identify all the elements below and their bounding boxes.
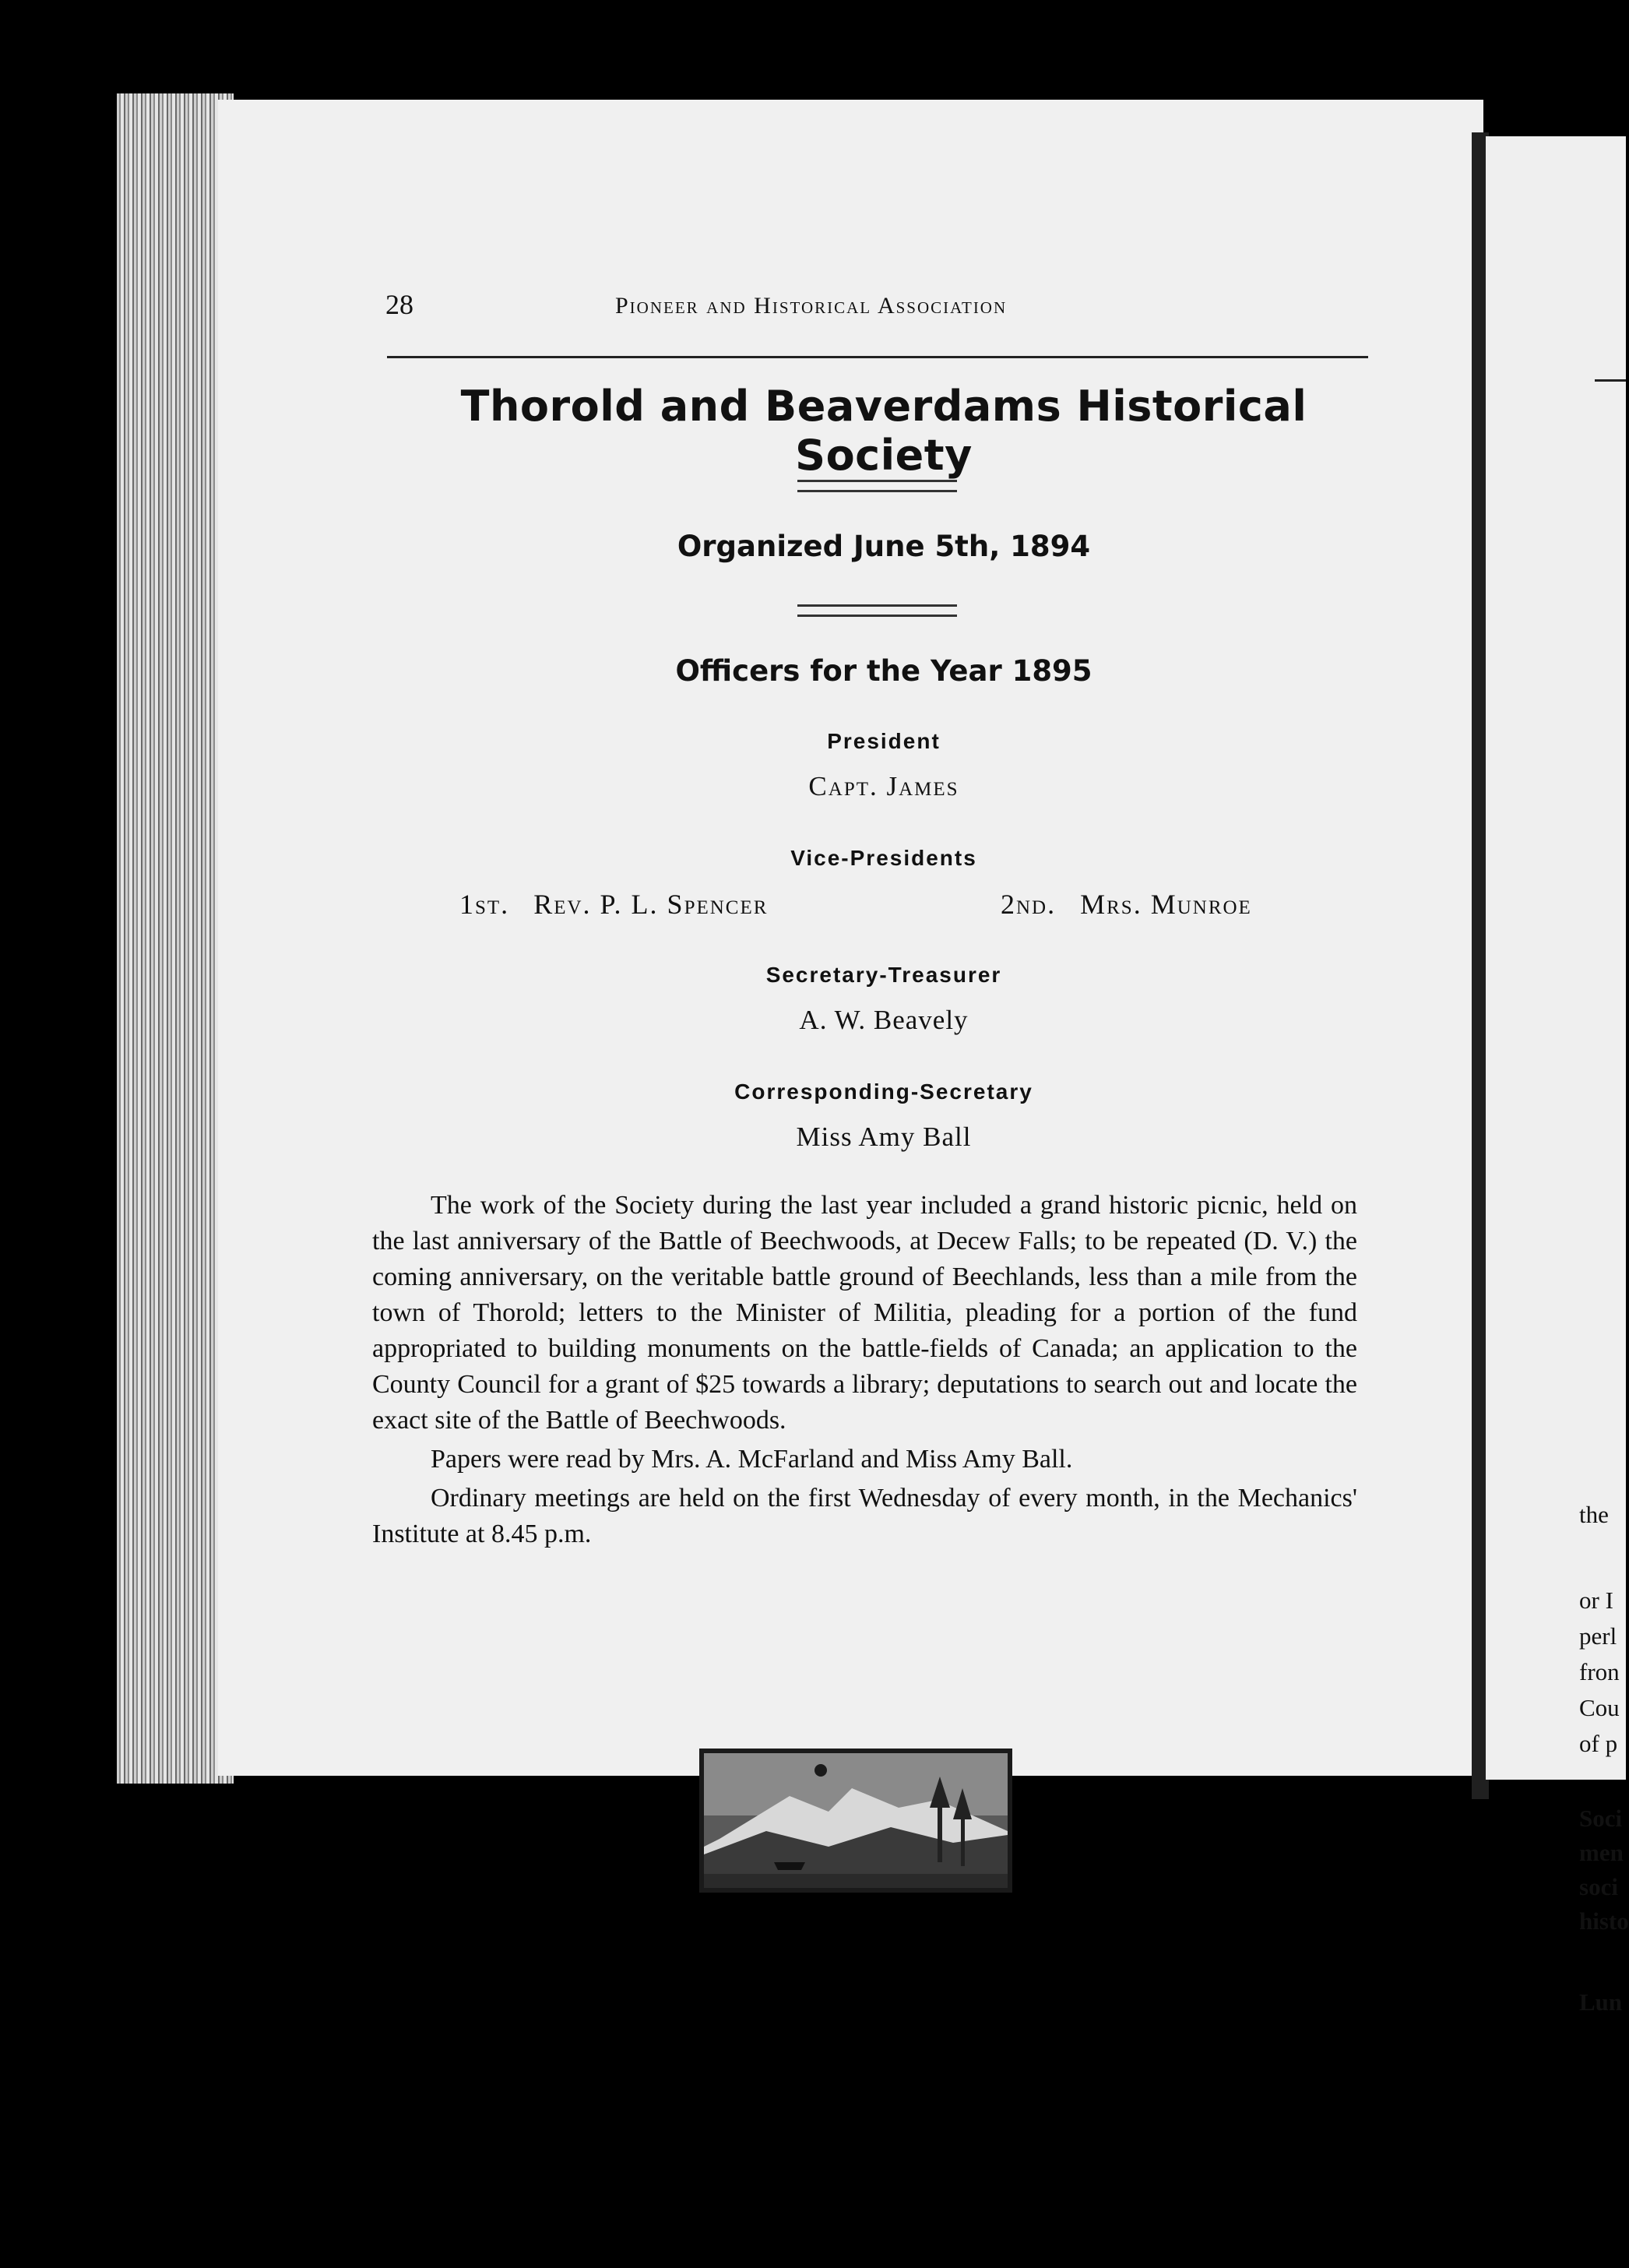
- body-text: [372, 1188, 1357, 1555]
- book-page-edges: [117, 93, 234, 1784]
- secretary-treasurer-name: A. W. Beavely: [799, 1005, 969, 1035]
- facing-fragment: or I: [1579, 1587, 1613, 1614]
- facing-fragment: fron: [1579, 1658, 1620, 1685]
- vice-president-name: Rev. P. L. Spencer: [533, 889, 769, 920]
- corresponding-secretary-label: Corresponding-Secretary: [734, 1079, 1033, 1104]
- president-name: Capt. James: [808, 771, 959, 801]
- paragraph: The work of the Society during the last year included a grand historic picnic, held on the last anniversary of the Battle of Beechwoods, at Decew Falls; to be repeated (D. V.) the coming anniversary, on the veritable battle ground of Beechlands, less than a mile from the town of Thorold; letters to the Minister of Militia, pleading for a portion of the fund appropriated to building monuments on the battle-fields of Canada; an application to the County Council for a grant of $25 towards a library; deputations to search out and locate the exact site of the Battle of Beechwoods.: [372, 1191, 1357, 1435]
- facing-page-rule: [1595, 379, 1626, 382]
- facing-fragment: of p: [1579, 1730, 1618, 1757]
- president-label: President: [827, 729, 941, 753]
- vice-president-second: [1001, 888, 1252, 921]
- ornamental-double-rule: [797, 480, 957, 492]
- vice-president-rank: 1st.: [459, 889, 510, 920]
- facing-fragment: Soci: [1579, 1805, 1623, 1832]
- vice-president-rank: 2nd.: [1001, 889, 1057, 920]
- page-title: Thorold and Beaverdams Historical Society: [460, 382, 1307, 480]
- facing-fragment: Cou: [1579, 1694, 1620, 1721]
- vice-president-name: Mrs. Munroe: [1080, 889, 1252, 920]
- facing-fragment: men: [1579, 1839, 1624, 1866]
- vice-presidents-label: Vice-Presidents: [790, 846, 977, 870]
- header-rule: [387, 356, 1368, 358]
- organized-date: Organized June 5th, 1894: [677, 530, 1091, 563]
- facing-fragment: Lun: [1579, 1988, 1623, 2016]
- ornamental-double-rule: [797, 604, 957, 617]
- running-head: [385, 288, 1367, 329]
- facing-page: [1486, 136, 1629, 2016]
- vice-president-first: [459, 888, 768, 921]
- page-number: 28: [385, 289, 413, 320]
- running-title: Pioneer and Historical Association: [615, 293, 1008, 319]
- facing-fragment: soci: [1579, 1873, 1618, 1900]
- secretary-treasurer-label: Secretary-Treasurer: [765, 963, 1002, 987]
- officers-heading: Officers for the Year 1895: [675, 654, 1092, 688]
- facing-fragment: perl: [1579, 1622, 1617, 1650]
- corresponding-secretary-name: Miss Amy Ball: [796, 1122, 972, 1152]
- paragraph: Ordinary meetings are held on the first Wednesday of every month, in the Mechanics' Institute at 8.45 p.m.: [372, 1484, 1357, 1548]
- facing-fragment: the: [1579, 1501, 1609, 1528]
- landscape-engraving-icon: [699, 1749, 1012, 1893]
- paragraph: Papers were read by Mrs. A. McFarland and Miss Amy Ball.: [431, 1445, 1073, 1474]
- facing-fragment: histo: [1579, 1907, 1629, 1935]
